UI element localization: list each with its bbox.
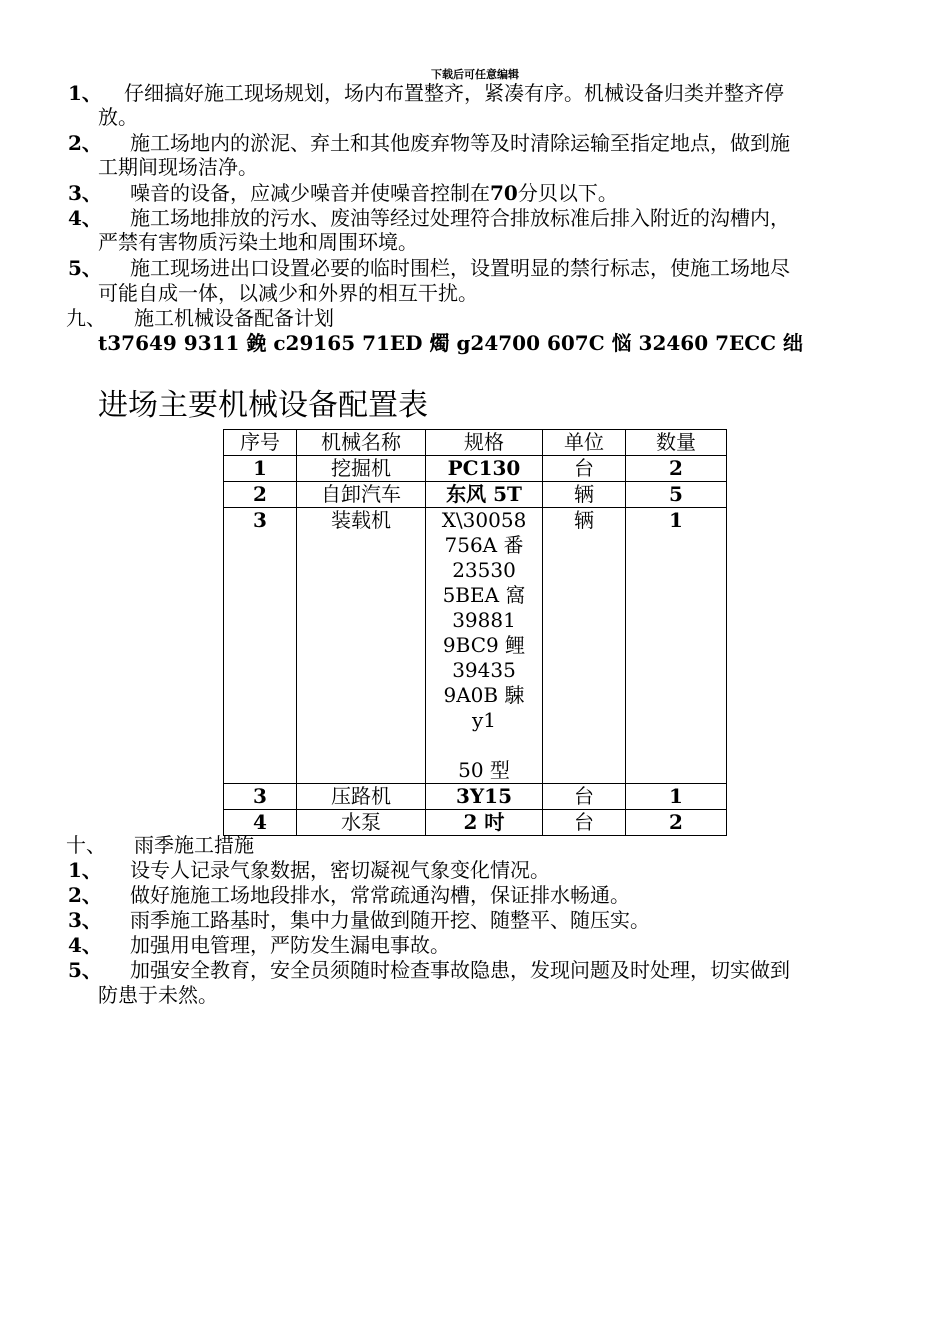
item-text: 施工场地内的淤泥、弃土和其他废弃物等及时清除运输至指定地点，做到施 (130, 131, 790, 155)
equipment-table (223, 429, 727, 836)
section-heading: 雨季施工措施 (134, 833, 254, 857)
item-number: 4、 (68, 206, 102, 230)
table-row (224, 508, 727, 784)
item-number: 5、 (68, 958, 102, 982)
item-text-part: 噪音的设备，应减少噪音并使噪音控制在 (130, 181, 490, 205)
cell-unit: 台 (543, 784, 626, 810)
item-text: 施工现场进出口设置必要的临时围栏，设置明显的禁行标志，使施工场地尽 (130, 256, 790, 280)
section-number: 九、 (66, 306, 106, 330)
item-text: 仔细搞好施工现场规划，场内布置整齐，紧凑有序。机械设备归类并整齐停 (124, 81, 784, 105)
cell-unit: 台 (543, 456, 626, 482)
item-text: 设专人记录气象数据，密切凝视气象变化情况。 (130, 858, 550, 882)
header-cell: 数量 (626, 430, 727, 456)
cell-qty: 2 (626, 456, 727, 482)
cell-no: 1 (224, 456, 297, 482)
header-cell: 规格 (426, 430, 543, 456)
list-item (68, 206, 102, 231)
item-text-number: 70 (490, 181, 518, 205)
cell-no: 3 (224, 784, 297, 810)
item-number: 1、 (68, 81, 102, 105)
cell-unit: 辆 (543, 508, 626, 784)
cell-name: 压路机 (297, 784, 426, 810)
table-row (224, 784, 727, 810)
item-number: 1、 (68, 858, 102, 882)
item-text: 施工场地排放的污水、废油等经过处理符合排放标准后排入附近的沟槽内， (130, 206, 790, 230)
item-text-part: 分贝以下。 (517, 181, 618, 205)
list-item (68, 256, 102, 281)
table-row (224, 810, 727, 836)
cell-qty: 2 (626, 810, 727, 836)
header-note: 下载后可任意编辑 (431, 68, 519, 81)
cell-name: 装载机 (297, 508, 426, 784)
table-title: 进场主要机械设备配置表 (98, 388, 428, 423)
cell-qty: 5 (626, 482, 727, 508)
item-number: 2、 (68, 883, 102, 907)
cell-no: 4 (224, 810, 297, 836)
cell-spec: PC130 (426, 456, 543, 482)
item-text-cont: 工期间现场洁净。 (98, 155, 258, 179)
cell-unit: 台 (543, 810, 626, 836)
cell-no: 3 (224, 508, 297, 784)
item-text: 加强安全教育，安全员须随时检查事故隐患，发现问题及时处理，切实做到 (130, 958, 790, 982)
section-number: 十、 (66, 833, 106, 857)
cell-spec: X\30058 756A 番 23530 5BEA 窩 39881 9BC9 鲤 39435 9A0B 駷 y1 50 型 (426, 508, 543, 784)
cell-spec: 2 吋 (426, 810, 543, 836)
table-header-row (224, 430, 727, 456)
section-heading: 施工机械设备配备计划 (134, 306, 334, 330)
item-text: 做好施施工场地段排水，常常疏通沟槽，保证排水畅通。 (130, 883, 630, 907)
item-number: 5、 (68, 256, 102, 280)
item-text-cont: 放。 (98, 105, 138, 129)
cell-unit: 辆 (543, 482, 626, 508)
table-row (224, 456, 727, 482)
item-text-cont: 严禁有害物质污染土地和周围环境。 (98, 230, 418, 254)
item-text-cont: 可能自成一体，以减少和外界的相互干扰。 (98, 281, 478, 305)
list-item (68, 181, 102, 206)
list-item (68, 131, 102, 156)
cell-name: 自卸汽车 (297, 482, 426, 508)
item-number: 3、 (68, 908, 102, 932)
header-cell: 序号 (224, 430, 297, 456)
item-number: 3、 (68, 181, 102, 205)
cell-qty: 1 (626, 508, 727, 784)
item-number: 2、 (68, 131, 102, 155)
cell-name: 挖掘机 (297, 456, 426, 482)
item-number: 4、 (68, 933, 102, 957)
cell-no: 2 (224, 482, 297, 508)
garbled-text: t37649 9311 鋔 c29165 71ED 燭 g24700 607C 悩 32460 7ECC 绌 (98, 331, 804, 355)
item-text (130, 181, 618, 206)
table-row (224, 482, 727, 508)
list-item (68, 81, 102, 106)
item-text: 加强用电管理，严防发生漏电事故。 (130, 933, 450, 957)
item-text: 雨季施工路基时，集中力量做到随开挖、随整平、随压实。 (130, 908, 650, 932)
cell-name: 水泵 (297, 810, 426, 836)
cell-qty: 1 (626, 784, 727, 810)
cell-spec: 3Y15 (426, 784, 543, 810)
item-text-cont: 防患于未然。 (98, 983, 218, 1007)
header-cell: 机械名称 (297, 430, 426, 456)
cell-spec: 东风 5T (426, 482, 543, 508)
header-cell: 单位 (543, 430, 626, 456)
